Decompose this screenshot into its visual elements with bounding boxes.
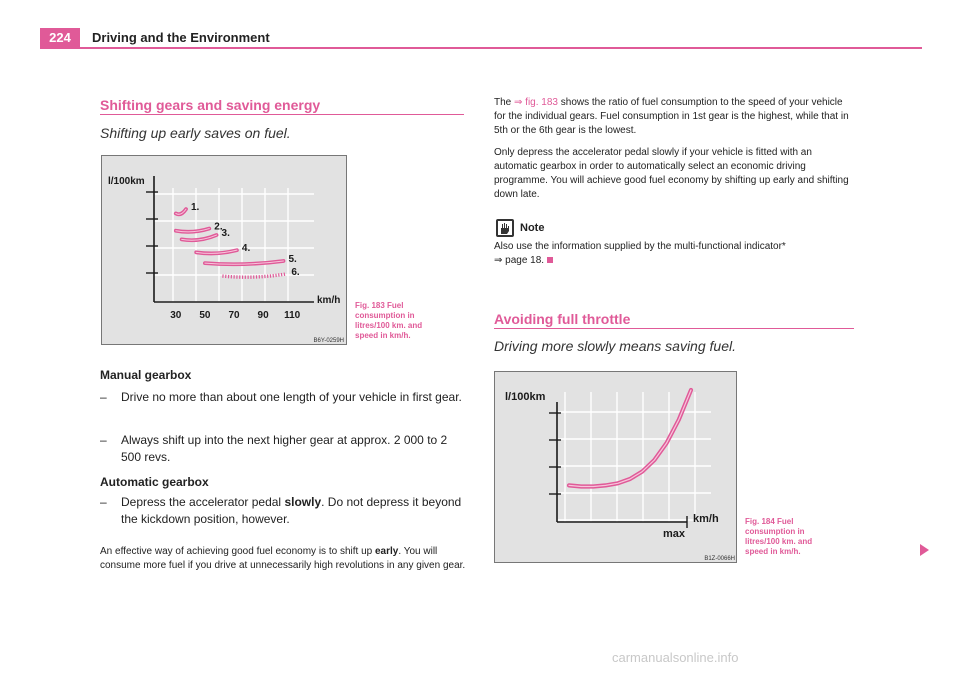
x-tick-label: 70 [228,310,240,321]
x-axis-label: km/h [317,295,341,306]
consumption-curve [569,390,691,487]
note-line-2 [494,254,854,268]
manual-item-2: – Always shift up into the next higher gear at approx. 2 000 to 2 500 revs. [100,432,468,466]
figure-184 [494,371,737,563]
note-text [494,240,854,268]
end-of-section-icon [547,257,553,263]
caption-line: litres/100 km. and [355,321,423,330]
figure-code: B1Z-0066H [704,556,735,562]
gear-label: 6. [291,266,300,278]
next-page-arrow-icon[interactable] [920,544,929,556]
manual-gearbox-heading: Manual gearbox [100,368,192,382]
section-subtitle-throttle: Driving more slowly means saving fuel. [494,338,736,354]
note-heading: Note [520,222,545,234]
tip-paragraph [100,545,470,573]
x-tick-label: max [662,528,685,540]
note-line-1: Also use the information supplied by the multi-functional indicator* [494,241,786,252]
page-18-link[interactable]: ⇒ page 18. [494,255,545,266]
page-number-badge: 224 [40,28,80,48]
para1-pre: The [494,97,515,108]
figure-183 [101,155,347,345]
caption-line: Fig. 183 Fuel [355,301,404,310]
consumption-curve-highlight [569,390,691,487]
section-subtitle-shifting: Shifting up early saves on fuel. [100,125,291,141]
y-axis-label: l/100km [505,391,546,403]
section-rule-shifting [100,114,464,115]
tip-pre: An effective way of achieving good fuel economy is to shift up [100,546,375,557]
x-axis-label: km/h [693,513,719,525]
x-tick-label: 110 [284,310,301,321]
automatic-item-1 [100,494,468,528]
note-hand-icon [496,219,514,237]
caption-line: speed in km/h. [355,331,411,340]
caption-line: speed in km/h. [745,547,801,556]
caption-line: litres/100 km. and [745,537,813,546]
caption-line: consumption in [355,311,415,320]
tip-post: . You will consume more fuel if you drive at unnecessarily high revolutions in any given gear. [100,546,466,571]
auto-item-pre: Depress the accelerator pedal [121,495,285,509]
gear-label: 2. [214,221,223,233]
tip-bold: early [374,546,399,557]
figure-184-caption [745,517,812,557]
caption-line: Fig. 184 Fuel [745,517,794,526]
gear-label: 5. [288,253,297,265]
gear-label: 1. [191,202,200,214]
figure-code: B6Y-0259H [313,338,344,344]
chart-184 [495,372,738,564]
manual-item-1: – Drive no more than about one length of your vehicle in first gear. [100,389,468,406]
paragraph-fig183-reference [494,96,856,138]
automatic-gearbox-heading: Automatic gearbox [100,475,209,489]
caption-line: consumption in [745,527,805,536]
x-tick-label: 90 [257,310,269,321]
paragraph-automatic-programme: Only depress the accelerator pedal slowly if your vehicle is fitted with an automatic gearbox in order to automatically select an economic driving programme. You will achieve good fuel economy by shifting up early and shifting down late. [494,147,849,200]
section-title-throttle: Avoiding full throttle [494,311,631,327]
figure-183-caption [355,301,422,341]
auto-item-post: . Do not depress it beyond the kickdown position, however. [121,495,462,526]
chapter-title: Driving and the Environment [92,30,270,45]
y-axis-label: l/100km [108,176,145,187]
header-rule [40,47,922,49]
gear-label: 4. [241,243,251,255]
x-tick-label: 50 [199,310,211,321]
section-rule-throttle [494,328,854,329]
para1-post: shows the ratio of fuel consumption to the speed of your vehicle for the individual gears. Fuel consumption in 1st gear is the highest, while that in 5th or the 6th gear is the lowest. [494,97,849,136]
auto-item-bold: slowly [284,495,322,509]
fig183-link[interactable]: ⇒ fig. 183 [514,97,558,108]
gear-label: 3. [221,228,230,240]
section-title-shifting: Shifting gears and saving energy [100,97,321,113]
x-tick-label: 30 [170,310,182,321]
watermark: carmanualsonline.info [612,650,739,665]
chart-183 [102,156,348,346]
